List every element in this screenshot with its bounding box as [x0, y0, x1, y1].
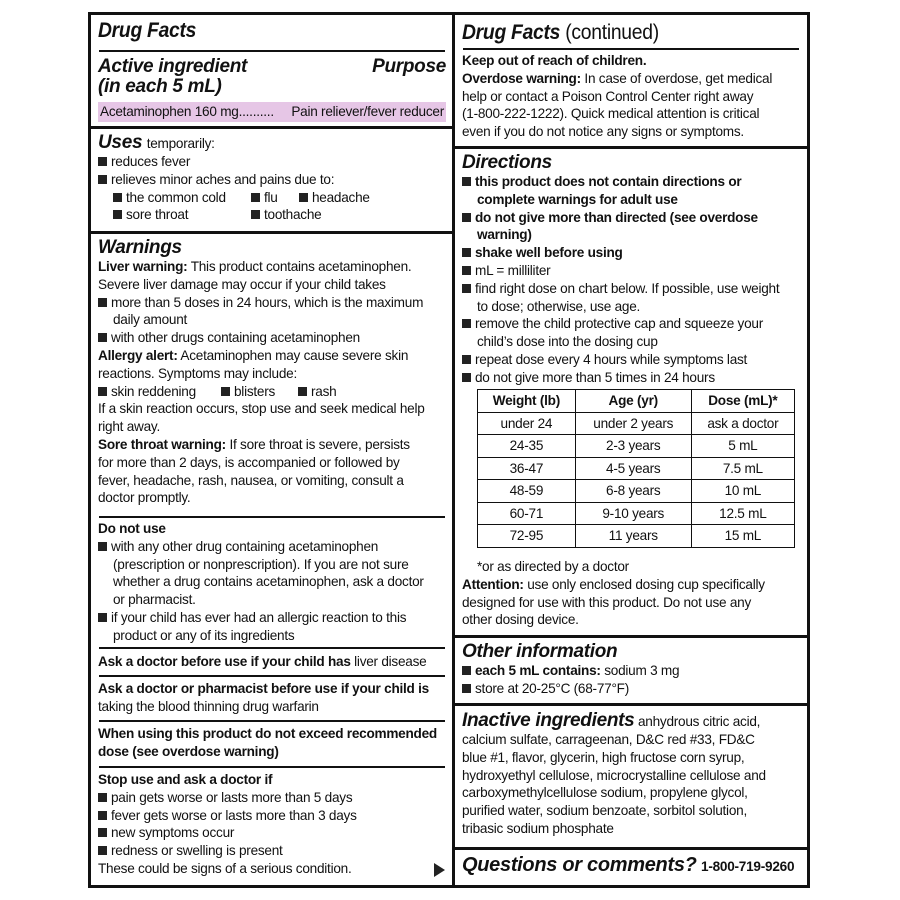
bullet-icon	[462, 373, 471, 382]
bullet-icon	[98, 846, 107, 855]
bullet-icon	[462, 213, 471, 222]
bullet-icon	[462, 248, 471, 257]
drug-facts-title: Drug Facts	[98, 19, 197, 42]
keep-out-text: Keep out of reach of children.	[462, 53, 647, 68]
bullet-icon	[462, 319, 471, 328]
active-ingredient-row	[98, 102, 446, 122]
ingredient-name: Acetaminophen 160 mg..........	[100, 104, 274, 119]
uses-heading: Uses	[98, 132, 143, 153]
other-information-heading: Other information	[462, 641, 618, 662]
do-not-use-section: Do not use with any other drug containing acetaminophen (prescription or nonprescription). If you are not sure whether a drug contains acetaminophen, ask a doctor or pharmacist. if your child has ever had an allergic reaction to this product or any of its ingredients	[91, 520, 453, 645]
questions-section	[455, 855, 807, 876]
table-row: 72-95 11 years 15 mL	[478, 525, 795, 548]
active-ingredient-section	[91, 57, 453, 97]
other-information-section: Other information each 5 mL contains: sodium 3 mg store at 20-25°C (68-77°F)	[455, 642, 807, 698]
inactive-ingredients-heading: Inactive ingredients	[462, 710, 635, 731]
uses-subitems-row: sore throat toothache	[98, 206, 446, 224]
divider	[99, 766, 445, 768]
dosing-table	[477, 389, 795, 548]
table-row: 48-59 6-8 years 10 mL	[478, 480, 795, 503]
continue-arrow-icon	[434, 863, 445, 877]
bullet-icon	[98, 175, 107, 184]
drug-facts-title: Drug Facts	[462, 21, 561, 44]
bullet-icon	[98, 793, 107, 802]
bullet-icon	[98, 333, 107, 342]
uses-item: relieves minor aches and pains due to:	[98, 171, 446, 189]
divider	[99, 516, 445, 518]
bullet-icon	[113, 193, 122, 202]
liver-warning-label: Liver warning:	[98, 259, 188, 274]
bullet-icon	[462, 355, 471, 364]
allergy-alert-label: Allergy alert:	[98, 347, 178, 363]
bullet-icon	[462, 284, 471, 293]
table-header-row: Weight (lb) Age (yr) Dose (mL)*	[478, 390, 795, 413]
purpose-heading: Purpose	[372, 56, 446, 77]
bullet-icon	[462, 684, 471, 693]
bullet-icon	[298, 387, 307, 396]
bullet-icon	[251, 210, 260, 219]
section-divider	[455, 703, 807, 706]
bullet-icon	[98, 542, 107, 551]
uses-item: reduces fever	[98, 153, 446, 171]
bullet-icon	[221, 387, 230, 396]
divider	[463, 48, 799, 50]
inactive-ingredients-section: Inactive ingredients anhydrous citric acid, calcium sulfate, carrageenan, D&C red #33, FD&C blue #1, flavor, glycerin, high fructose corn syrup, hydroxyethyl cellulose, microcrystalline cellulose and carboxymethylcellulose sodium, propylene glycol, purified water, sodium benzoate, sorbitol solution, tribasic sodium phosphate	[462, 710, 766, 836]
uses-subitems-row: the common cold flu headache	[98, 189, 446, 207]
overdose-label: Overdose warning:	[462, 70, 581, 86]
directions-section: Directions this product does not contain directions or complete warnings for adult use do not give more than directed (see overdose warning) shake well before using mL = milliliter find right dose on chart below. If possible, use weight to dose; otherwise, use age. remove the child protective cap and squeeze your child’s dose into the dosing cup repeat dose every 4 hours while symptoms last do not give more than 5 times in 24 hours	[455, 153, 807, 387]
attention-label: Attention:	[462, 576, 524, 592]
section-divider	[91, 126, 453, 129]
directions-heading: Directions	[462, 152, 552, 173]
divider	[99, 720, 445, 722]
table-row: 24-35 2-3 years 5 mL	[478, 435, 795, 458]
drug-facts-continued-header	[455, 21, 807, 45]
bullet-icon	[98, 298, 107, 307]
bullet-icon	[462, 177, 471, 186]
drug-facts-label	[88, 12, 810, 888]
do-not-use-heading: Do not use	[98, 521, 166, 536]
ask-pharmacist-section: Ask a doctor or pharmacist before use if your child is taking the blood thinning drug warfarin	[98, 681, 429, 714]
warnings-heading: Warnings	[98, 237, 182, 258]
bullet-icon	[462, 266, 471, 275]
bullet-icon	[98, 613, 107, 622]
when-using-section: When using this product do not exceed recommended dose (see overdose warning)	[98, 726, 437, 759]
active-ingredient-heading: Active ingredient	[98, 56, 248, 77]
bullet-icon	[251, 193, 260, 202]
divider	[99, 50, 445, 52]
ingredient-purpose: Pain reliever/fever reducer	[291, 104, 444, 119]
left-column	[91, 15, 453, 885]
drug-facts-header	[91, 19, 453, 43]
questions-heading: Questions or comments?	[462, 854, 697, 876]
bullet-icon	[98, 157, 107, 166]
right-column	[455, 15, 807, 885]
table-footnote: *or as directed by a doctor	[477, 559, 629, 574]
bullet-icon	[113, 210, 122, 219]
uses-section	[91, 133, 453, 224]
bullet-icon	[98, 811, 107, 820]
section-divider	[455, 847, 807, 850]
sore-throat-label: Sore throat warning:	[98, 436, 226, 452]
bullet-icon	[299, 193, 308, 202]
bullet-icon	[98, 387, 107, 396]
bullet-icon	[98, 828, 107, 837]
active-ingredient-subheading: (in each 5 mL)	[98, 76, 222, 97]
stop-use-section: Stop use and ask a doctor if pain gets worse or lasts more than 5 days fever gets worse or lasts more than 3 days new symptoms occur redness or swelling is present These could be signs of a serious condition.	[91, 771, 453, 878]
section-divider	[455, 146, 807, 149]
continued-label: (continued)	[565, 21, 659, 44]
ask-doctor-section: Ask a doctor before use if your child has liver disease	[98, 654, 427, 669]
table-row: under 24 under 2 years ask a doctor	[478, 412, 795, 435]
keep-out-section: Keep out of reach of children. Overdose warning: In case of overdose, get medical help or contact a Poison Control Center right away (1-800-222-1222). Quick medical attention is critical even if you do not notice any signs or symptoms.	[455, 52, 807, 141]
uses-intro: temporarily:	[146, 136, 215, 151]
stop-use-heading: Stop use and ask a doctor if	[98, 772, 273, 787]
warnings-section: Warnings Liver warning: This product contains acetaminophen. Severe liver damage may occur if your child takes more than 5 doses in 24 hours, which is the maximum daily amount with other drugs containing acetaminophen Allergy alert: Acetaminophen may cause severe skin reactions. Symptoms may include: skin reddening blisters rash If a skin reaction occurs, stop use and seek medical help right away. Sore throat warning: If sore throat is severe, persists for more than 2 days, is accompanied or followed by fever, headache, rash, nausea, or vomiting, consult a doctor promptly.	[91, 238, 453, 507]
directions-footer: *or as directed by a doctor Attention: use only enclosed dosing cup specifically designed for use with this product. Do not use any other dosing device.	[455, 558, 807, 629]
divider	[99, 647, 445, 649]
divider	[99, 675, 445, 677]
table-row: 36-47 4-5 years 7.5 mL	[478, 457, 795, 480]
section-divider	[455, 635, 807, 638]
table-row: 60-71 9-10 years 12.5 mL	[478, 502, 795, 525]
bullet-icon	[462, 666, 471, 675]
questions-phone: 1-800-719-9260	[701, 859, 795, 874]
section-divider	[91, 231, 453, 234]
